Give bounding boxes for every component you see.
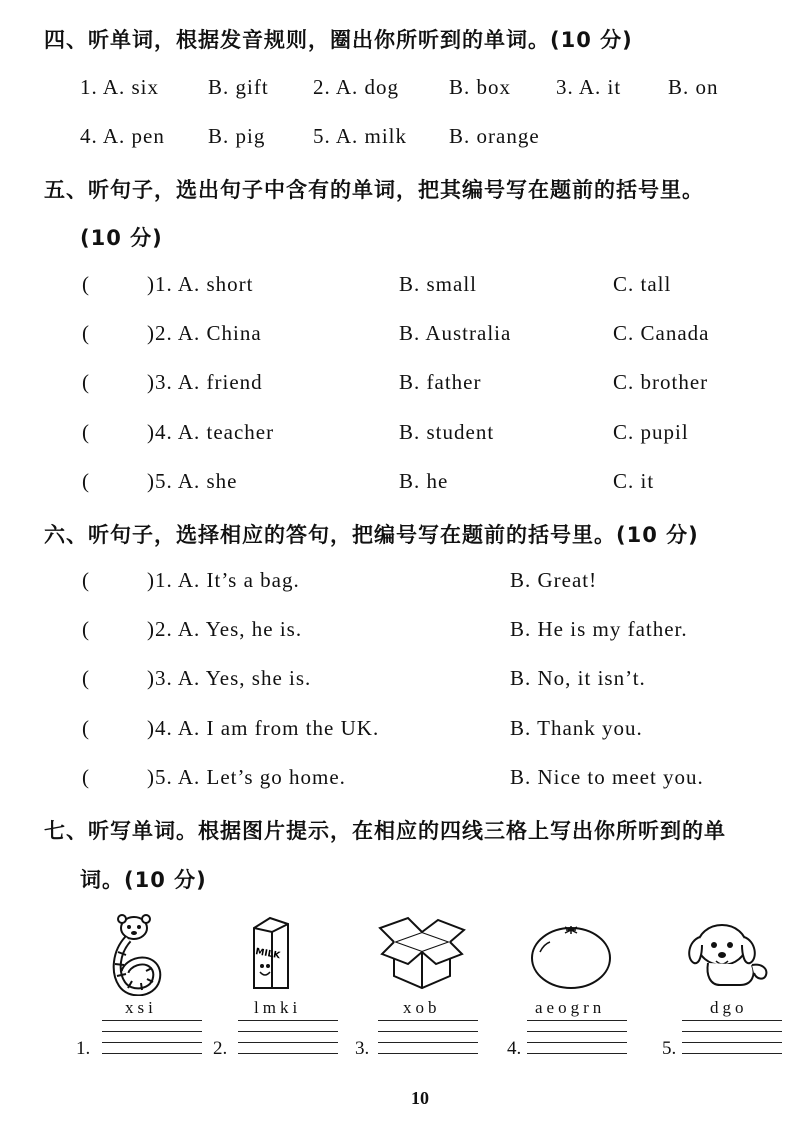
answer-bracket[interactable]: ( xyxy=(82,716,89,740)
answer-bracket[interactable]: ( xyxy=(82,272,89,296)
option[interactable]: 1. A. six xyxy=(80,75,160,99)
answer-number: 2. xyxy=(213,1038,228,1059)
option[interactable]: 3. A. it xyxy=(556,75,622,99)
answer-number: 1. xyxy=(76,1038,91,1059)
orange-icon xyxy=(528,922,614,990)
section-6-title: 六、听句子，选择相应的答句，把编号写在题前的括号里。(10 分) xyxy=(44,523,699,547)
answer-number: 5. xyxy=(662,1038,677,1059)
answer-bracket[interactable]: ( xyxy=(82,469,89,493)
four-line-grid[interactable] xyxy=(682,1020,782,1052)
option-b: B. Nice to meet you. xyxy=(510,765,704,789)
section-7-title-cont: 词。(10 分) xyxy=(80,868,207,892)
scrambled-letters: xsi xyxy=(125,998,157,1017)
answer-bracket[interactable]: ( xyxy=(82,420,89,444)
scrambled-letters: xob xyxy=(403,998,441,1017)
option-a: )4. A. teacher xyxy=(147,420,275,444)
milk-carton-label: MILK xyxy=(254,947,281,962)
scrambled-letters: lmki xyxy=(254,998,302,1017)
option-a: )4. A. I am from the UK. xyxy=(147,716,380,740)
answer-bracket[interactable]: ( xyxy=(82,765,89,789)
four-line-grid[interactable] xyxy=(527,1020,627,1052)
answer-bracket[interactable]: ( xyxy=(82,321,89,345)
open-box-icon xyxy=(376,912,468,994)
section-5-score: (10 分) xyxy=(80,226,163,250)
option-a: )5. A. she xyxy=(147,469,238,493)
option-c: C. brother xyxy=(613,370,709,394)
four-line-grid[interactable] xyxy=(102,1020,202,1052)
option-a: )3. A. Yes, she is. xyxy=(147,666,312,690)
page-number: 10 xyxy=(411,1088,429,1108)
option-c: C. Canada xyxy=(613,321,710,345)
dog-icon xyxy=(680,913,776,993)
option-a: )2. A. Yes, he is. xyxy=(147,617,303,641)
four-line-grid[interactable] xyxy=(238,1020,338,1052)
four-line-grid[interactable] xyxy=(378,1020,478,1052)
option-b: B. small xyxy=(399,272,478,296)
option[interactable]: B. box xyxy=(449,75,512,99)
option[interactable]: B. on xyxy=(668,75,719,99)
section-5-title: 五、听句子，选出句子中含有的单词，把其编号写在题前的括号里。 xyxy=(44,178,704,202)
section-7-title: 七、听写单词。根据图片提示，在相应的四线三格上写出你所听到的单 xyxy=(44,819,726,843)
option-a: )2. A. China xyxy=(147,321,262,345)
option-b: B. No, it isn’t. xyxy=(510,666,646,690)
option-b: B. he xyxy=(399,469,449,493)
option[interactable]: B. gift xyxy=(208,75,269,99)
answer-bracket[interactable]: ( xyxy=(82,370,89,394)
answer-number: 4. xyxy=(507,1038,522,1059)
option[interactable]: B. pig xyxy=(208,124,266,148)
option-b: B. Thank you. xyxy=(510,716,643,740)
milk-carton-icon xyxy=(246,914,296,994)
answer-bracket[interactable]: ( xyxy=(82,617,89,641)
option-a: )5. A. Let’s go home. xyxy=(147,765,346,789)
answer-number: 3. xyxy=(355,1038,370,1059)
tiger-six-icon xyxy=(108,912,170,996)
section-4-title: 四、听单词，根据发音规则，圈出你所听到的单词。(10 分) xyxy=(44,28,633,52)
answer-bracket[interactable]: ( xyxy=(82,666,89,690)
option-a: )1. A. It’s a bag. xyxy=(147,568,300,592)
option-b: B. Great! xyxy=(510,568,598,592)
scrambled-letters: aeogrn xyxy=(535,998,606,1017)
option-b: B. Australia xyxy=(399,321,512,345)
option-b: B. student xyxy=(399,420,495,444)
option-c: C. tall xyxy=(613,272,672,296)
option[interactable]: 2. A. dog xyxy=(313,75,400,99)
option[interactable]: 5. A. milk xyxy=(313,124,408,148)
option-a: )3. A. friend xyxy=(147,370,263,394)
option-c: C. pupil xyxy=(613,420,689,444)
option-b: B. father xyxy=(399,370,482,394)
option[interactable]: B. orange xyxy=(449,124,540,148)
answer-bracket[interactable]: ( xyxy=(82,568,89,592)
option-c: C. it xyxy=(613,469,655,493)
option[interactable]: 4. A. pen xyxy=(80,124,165,148)
option-a: )1. A. short xyxy=(147,272,254,296)
scrambled-letters: dgo xyxy=(710,998,748,1017)
option-b: B. He is my father. xyxy=(510,617,688,641)
